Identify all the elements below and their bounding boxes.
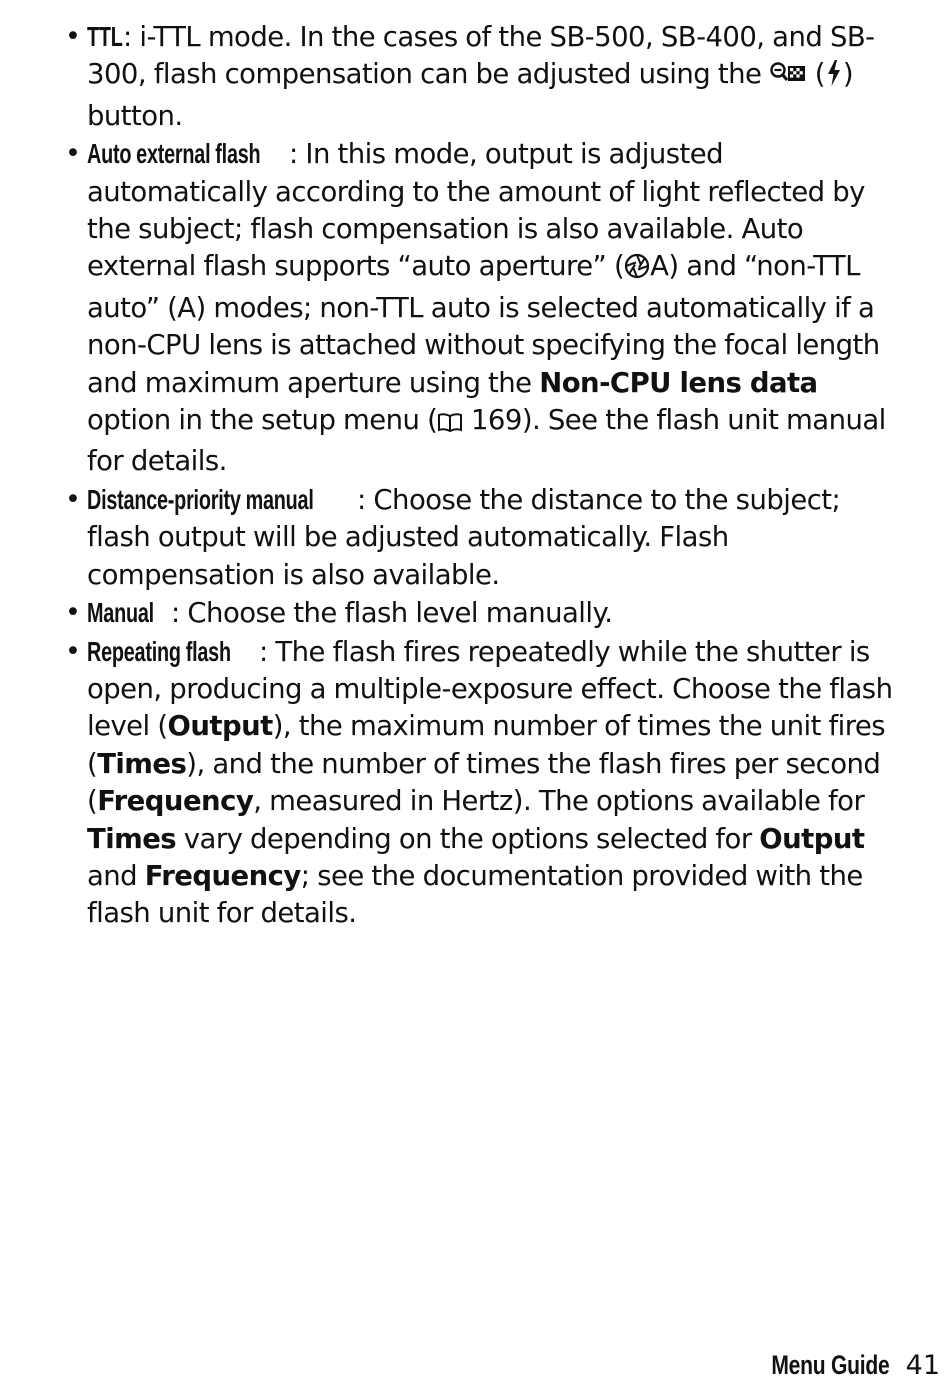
item-text: vary depending on the options selected for [176,822,760,855]
item-text: A) and “non-TTL auto” (A) modes; non-TTL auto is selected automatically if a non-CPU lens is attached without specifying the focal length and maximum aperture using the [87,250,880,399]
item-text: , measured in Hertz). The options available for [253,785,865,818]
page-number: 41 [905,1349,940,1381]
menu-option-times: Times [87,822,177,855]
menu-option-frequency: Frequency [97,785,254,818]
flash-mode-list [65,18,895,933]
menu-option-times: Times [97,747,187,780]
menu-option-non-cpu-lens-data: Non-CPU lens data [539,366,818,399]
item-text: ). See the flash unit manual for details. [87,404,886,478]
item-text: ) button. [87,58,854,132]
list-item-ttl [65,18,895,135]
item-text: ( [807,58,825,91]
item-text: ), and the number of times the flash fires per second ( [87,747,881,818]
term-label: TTL [87,21,123,52]
section-title: Menu Guide [771,1349,890,1380]
open-book-icon [437,406,463,443]
auto-aperture-icon [624,252,650,289]
item-text: : i-TTL mode. In the cases of the SB-500, SB-400, and SB-300, flash compensation can be adjusted using the [87,21,875,91]
list-item-manual [65,594,895,632]
menu-option-output: Output [167,710,273,743]
bullet-icon: • [65,138,81,170]
item-text: : The flash fires repeatedly while the shutter is open, producing a multiple-exposure effect. Choose the flash level ( [87,635,893,743]
bullet-icon: • [65,21,81,52]
term-label: Auto external flash [87,138,261,170]
list-item-auto-external-flash [65,135,895,481]
flash-bolt-icon [825,59,843,97]
term-label: Distance-priority manual [87,483,314,515]
page-reference: 169 [463,404,522,437]
menu-option-output: Output [759,822,865,855]
term-label: Repeating flash [87,635,231,667]
item-text: : Choose the flash level manually. [171,597,613,630]
menu-option-frequency: Frequency [144,859,301,892]
term-label: Manual [87,597,154,629]
bullet-icon: • [65,597,81,629]
list-item-repeating-flash [65,633,895,933]
item-text: ), the maximum number of times the unit fires ( [87,710,886,780]
item-text: ; see the documentation provided with the flash unit for details. [87,859,863,930]
item-text: : Choose the distance to the subject; flash output will be adjusted automatically. Flash compensation is also available. [87,483,841,591]
list-item-distance-priority-manual [65,481,895,594]
item-text: option in the setup menu ( [87,404,438,437]
page-footer [738,1345,940,1385]
item-text: : In this mode, output is adjusted automatically according to the amount of light reflected by the subject; flash compensation is also available. Auto external flash supports “auto aperture” ( [87,138,865,283]
bullet-icon: • [65,635,81,667]
item-text: and [87,859,145,892]
bullet-icon: • [65,483,81,515]
zoom-out-checkerboard-icon [769,60,807,97]
